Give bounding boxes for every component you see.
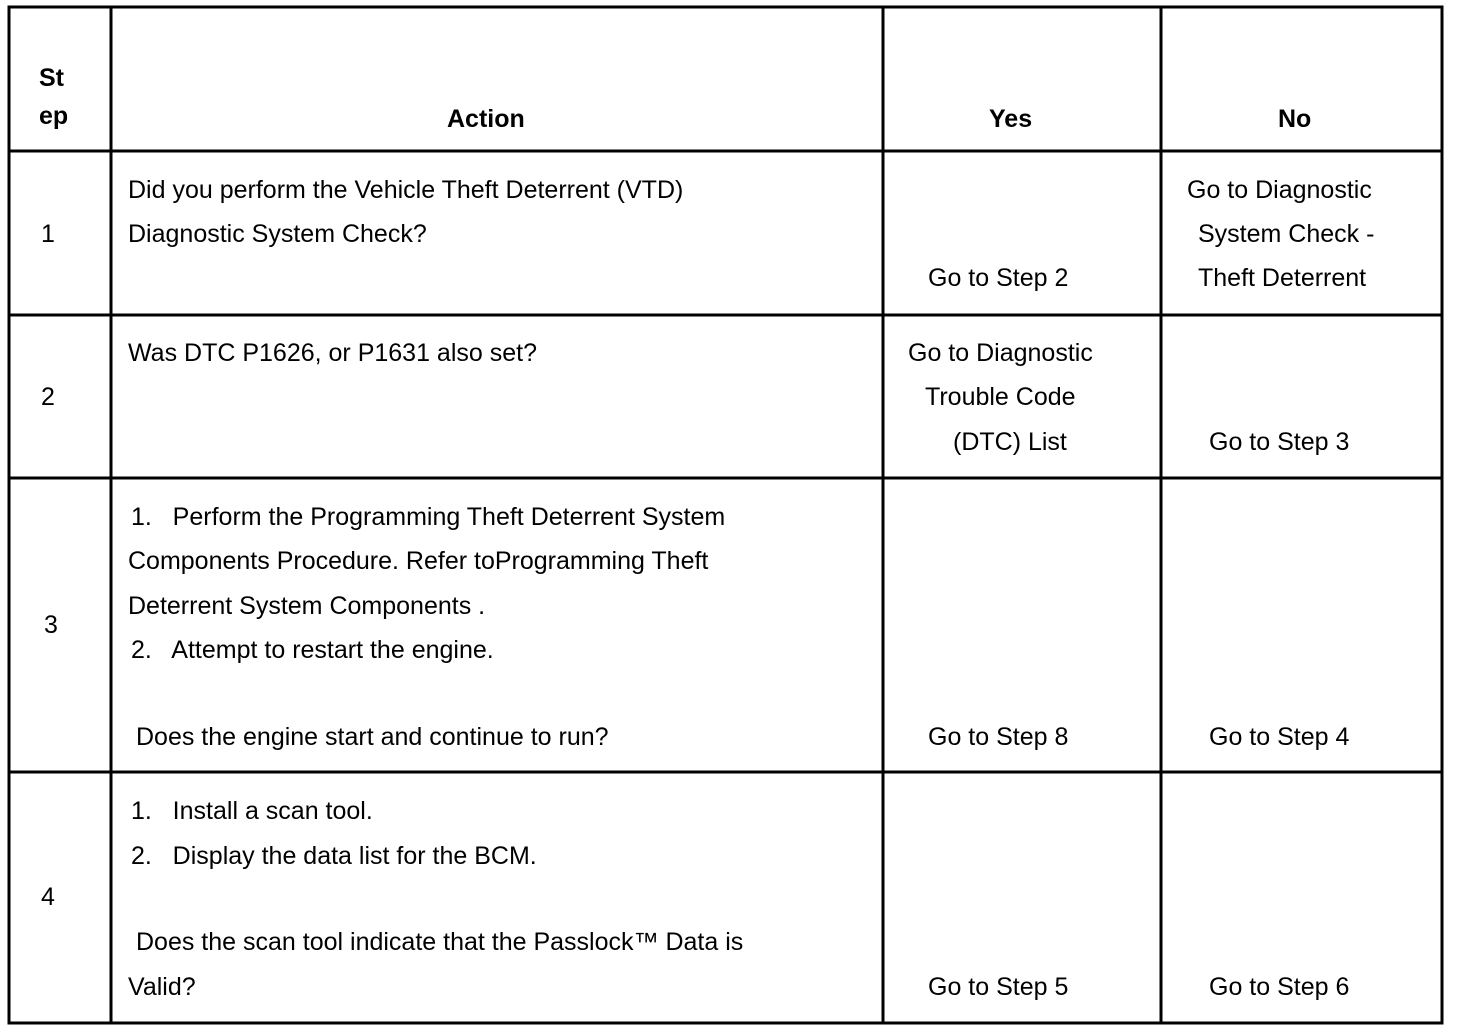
action-line: 1. Install a scan tool. xyxy=(131,797,373,825)
no-cell-line: Go to Diagnostic xyxy=(1187,176,1372,204)
yes-cell: Go to Step 8 xyxy=(928,723,1069,751)
no-cell: Go to Step 3 xyxy=(1209,428,1350,456)
header-step-line-2: ep xyxy=(39,102,69,130)
action-question: Valid? xyxy=(128,973,196,1001)
action-question: Does the scan tool indicate that the Passlock™ Data is xyxy=(136,928,744,956)
step-number: 3 xyxy=(44,611,58,639)
step-number: 2 xyxy=(41,383,55,411)
header-step xyxy=(39,59,68,135)
yes-cell-line: (DTC) List xyxy=(953,428,1067,456)
no-cell: Go to Step 4 xyxy=(1209,723,1350,751)
action-line: Components Procedure. Refer toProgramming Theft xyxy=(128,547,709,575)
header-action: Action xyxy=(447,105,525,133)
step-number: 1 xyxy=(41,220,55,248)
yes-cell: Go to Step 2 xyxy=(928,264,1069,292)
action-line: Diagnostic System Check? xyxy=(128,220,427,248)
header-yes: Yes xyxy=(989,105,1033,133)
action-line: 2. Attempt to restart the engine. xyxy=(131,636,494,664)
no-cell-line: Theft Deterrent xyxy=(1198,264,1367,292)
header-step-line-1: St xyxy=(39,64,64,92)
action-line: Did you perform the Vehicle Theft Deterrent (VTD) xyxy=(128,176,684,204)
no-cell: Go to Step 6 xyxy=(1209,973,1350,1001)
yes-cell-line: Trouble Code xyxy=(925,383,1076,411)
action-line: Was DTC P1626, or P1631 also set? xyxy=(128,339,537,367)
action-line: 2. Display the data list for the BCM. xyxy=(131,842,537,870)
action-question: Does the engine start and continue to run? xyxy=(136,723,609,751)
action-line: 1. Perform the Programming Theft Deterrent System xyxy=(131,503,726,531)
step-number: 4 xyxy=(41,883,55,911)
yes-cell-line: Go to Diagnostic xyxy=(908,339,1093,367)
action-line: Deterrent System Components . xyxy=(128,592,486,620)
header-no: No xyxy=(1278,105,1312,133)
yes-cell: Go to Step 5 xyxy=(928,973,1069,1001)
header-step-combined: St ep xyxy=(0,0,3,1)
no-cell-line: System Check - xyxy=(1198,220,1375,248)
